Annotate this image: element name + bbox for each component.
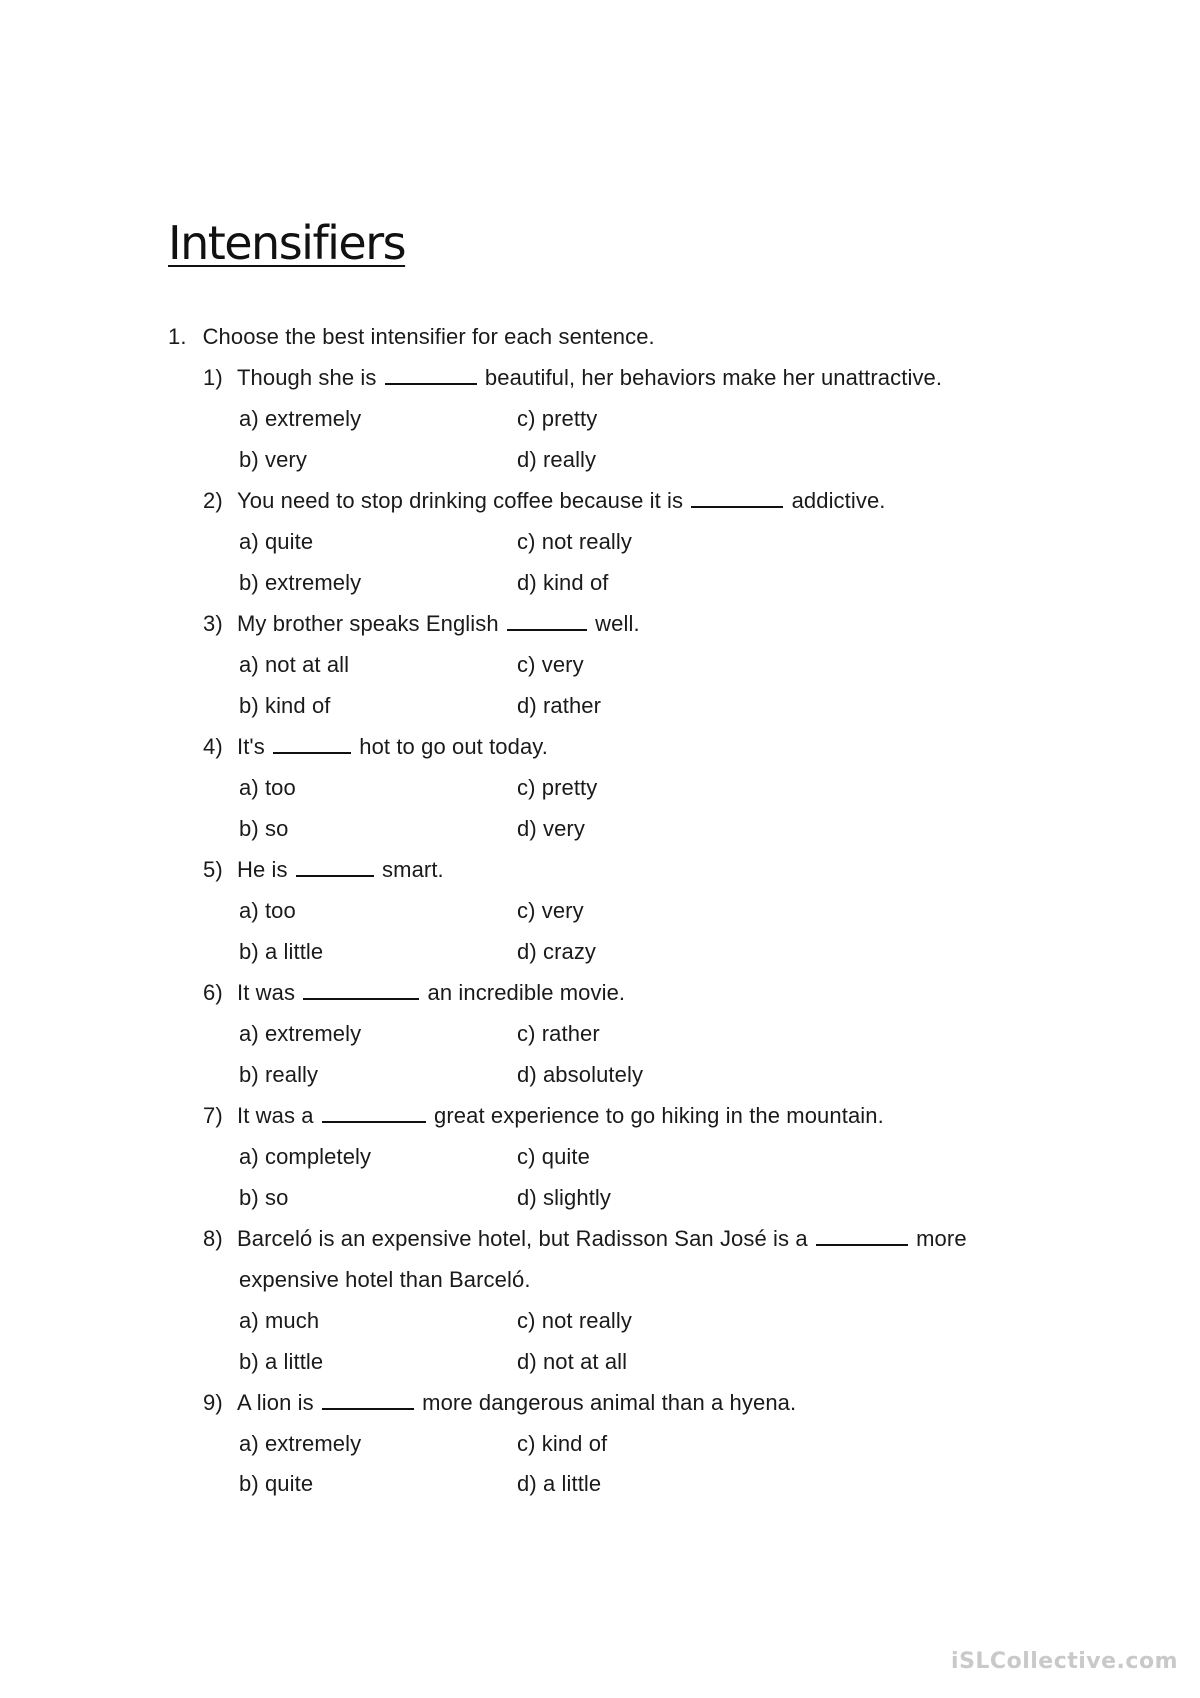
option-a: a) quite: [239, 529, 314, 554]
answer-blank: [691, 488, 783, 508]
option-b: b) very: [239, 447, 307, 472]
question-text-after: addictive.: [791, 488, 886, 513]
option-d: d) slightly: [517, 1185, 612, 1210]
option-d: d) absolutely: [517, 1062, 644, 1087]
option-b: b) extremely: [239, 570, 362, 595]
answer-blank: [507, 611, 587, 631]
question-text-after: beautiful, her behaviors make her unattractive.: [484, 365, 943, 390]
question-continuation: expensive hotel than Barceló.: [239, 1267, 531, 1292]
question-text-after: hot to go out today.: [359, 734, 548, 759]
answer-blank: [322, 1103, 426, 1123]
question-text-before: A lion is: [236, 1390, 314, 1415]
option-c: c) not really: [517, 529, 633, 554]
question-text-after: well.: [595, 611, 640, 636]
option-a: a) too: [239, 775, 296, 800]
option-a: a) too: [239, 898, 296, 923]
option-b: b) so: [239, 816, 289, 841]
option-d: d) kind of: [517, 570, 609, 595]
question-4: [203, 734, 548, 760]
option-a: a) extremely: [239, 406, 362, 431]
question-6: [203, 980, 625, 1006]
question-text-before: It was: [236, 980, 296, 1005]
watermark: iSLCollective.com: [951, 1649, 1178, 1674]
question-number: 1): [203, 365, 223, 390]
question-text-after: great experience to go hiking in the mountain.: [434, 1103, 884, 1128]
answer-blank: [273, 734, 351, 754]
question-5: [203, 857, 444, 883]
question-number: 9): [203, 1390, 223, 1415]
option-d: d) really: [517, 447, 597, 472]
instruction-text: Choose the best intensifier for each sentence.: [202, 324, 655, 349]
answer-blank: [296, 857, 374, 877]
option-a: a) much: [239, 1308, 320, 1333]
page-title: Intensifiers: [168, 216, 406, 270]
question-1: [203, 365, 942, 391]
answer-blank: [322, 1390, 414, 1410]
question-text-after: an incredible movie.: [427, 980, 626, 1005]
question-number: 3): [203, 611, 223, 636]
question-text-before: Though she is: [236, 365, 377, 390]
option-b: b) a little: [239, 939, 324, 964]
question-7: [203, 1103, 884, 1129]
question-number: 2): [203, 488, 223, 513]
question-number: 4): [203, 734, 223, 759]
question-number: 7): [203, 1103, 223, 1128]
instruction: [168, 324, 655, 350]
question-2: [203, 488, 886, 514]
answer-blank: [385, 365, 477, 385]
option-c: c) pretty: [517, 406, 598, 431]
option-b: b) kind of: [239, 693, 331, 718]
option-a: a) not at all: [239, 652, 350, 677]
question-text-before: Barceló is an expensive hotel, but Radisson San José is a: [236, 1226, 808, 1251]
question-text-before: It was a: [236, 1103, 314, 1128]
option-a: a) completely: [239, 1144, 372, 1169]
question-9: [203, 1390, 796, 1416]
option-c: c) very: [517, 652, 584, 677]
option-d: d) rather: [517, 693, 602, 718]
question-text-after: smart.: [382, 857, 444, 882]
question-number: 8): [203, 1226, 223, 1251]
option-c: c) kind of: [517, 1431, 608, 1456]
question-text-after: more: [916, 1226, 967, 1251]
option-b: b) so: [239, 1185, 289, 1210]
answer-blank: [303, 980, 419, 1000]
option-b: b) quite: [239, 1471, 314, 1496]
option-a: a) extremely: [239, 1021, 362, 1046]
option-d: d) crazy: [517, 939, 597, 964]
option-c: c) very: [517, 898, 584, 923]
question-8: [203, 1226, 967, 1252]
question-3: [203, 611, 640, 637]
option-d: d) a little: [517, 1471, 602, 1496]
option-c: c) pretty: [517, 775, 598, 800]
question-text-before: You need to stop drinking coffee because it is: [236, 488, 684, 513]
option-c: c) not really: [517, 1308, 633, 1333]
question-text-after: more dangerous animal than a hyena.: [422, 1390, 797, 1415]
option-a: a) extremely: [239, 1431, 362, 1456]
question-text-before: It's: [236, 734, 265, 759]
question-text-before: My brother speaks English: [236, 611, 499, 636]
option-b: b) a little: [239, 1349, 324, 1374]
option-d: d) very: [517, 816, 585, 841]
question-text-before: He is: [236, 857, 288, 882]
question-number: 5): [203, 857, 223, 882]
option-b: b) really: [239, 1062, 319, 1087]
answer-blank: [816, 1226, 908, 1246]
option-c: c) rather: [517, 1021, 600, 1046]
question-number: 6): [203, 980, 223, 1005]
option-d: d) not at all: [517, 1349, 628, 1374]
option-c: c) quite: [517, 1144, 590, 1169]
instruction-number: 1.: [168, 324, 187, 349]
